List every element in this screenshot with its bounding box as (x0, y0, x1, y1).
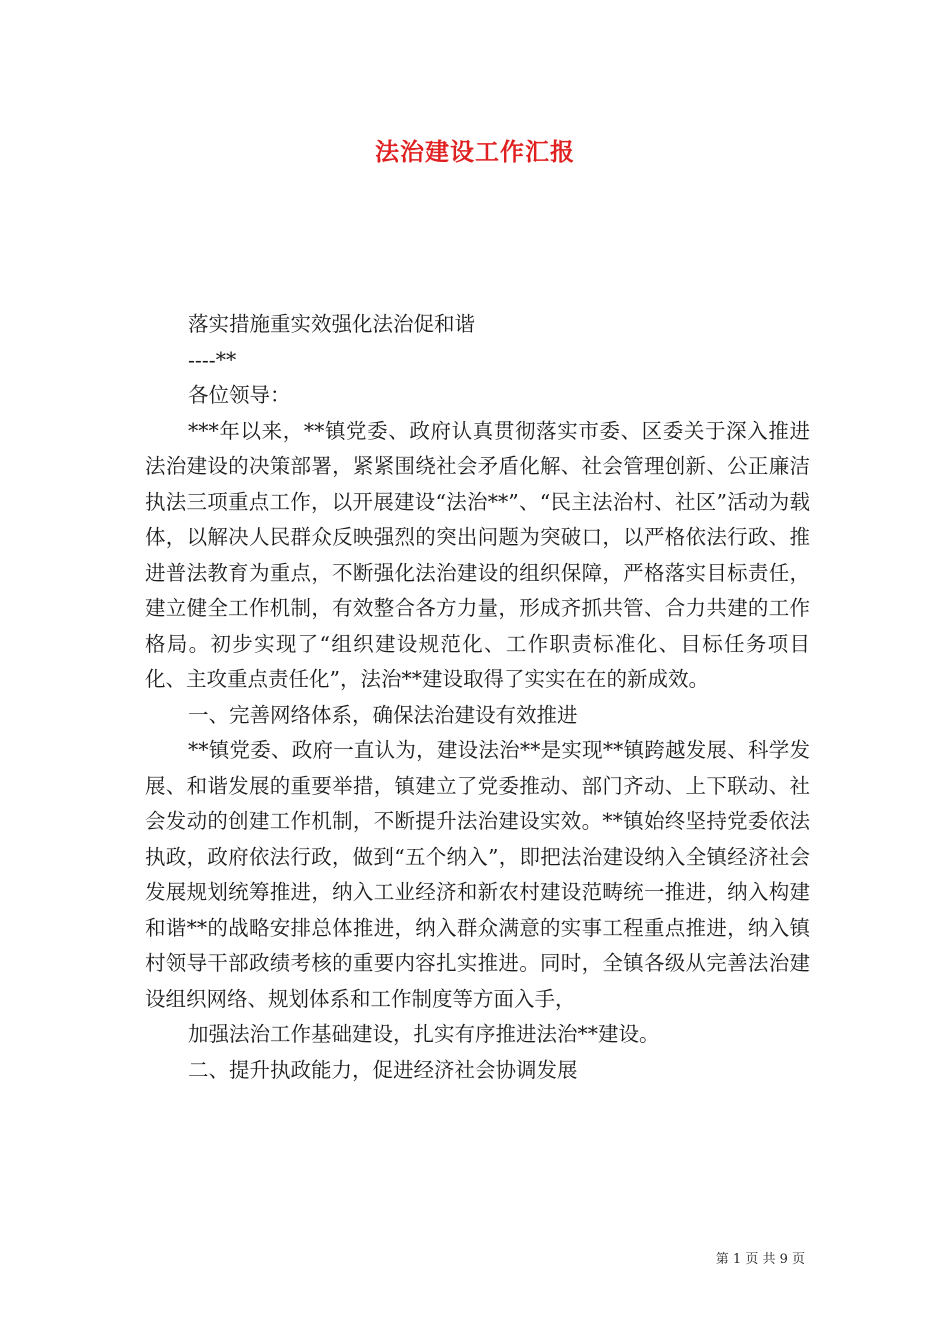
paragraph: 加强法治工作基础建设，扎实有序推进法治**建设。 (188, 1022, 660, 1046)
page-number: 第 1 页 共 9 页 (715, 1252, 805, 1267)
document-body (145, 307, 810, 1088)
section-heading: 一、完善网络体系，确保法治建设有效推进 (188, 702, 578, 727)
salutation: 各位领导： (188, 383, 291, 407)
document-title: 法治建设工作汇报 (375, 137, 575, 166)
author-line: ----** (188, 347, 237, 372)
paragraph: **镇党委、政府一直认为，建设法治**是实现**镇跨越发展、科学发展、和谐发展的重要举措，镇建立了党委推动、部门齐动、上下联动、社会发动的创建工作机制，不断提升法治建设实效。**镇始终坚持党委依法执政，政府依法行政，做到“五个纳入”，即把法治建设纳入全镇经济社会发展规划统筹推进，纳入工业经济和新农村建设范畴统一推进，纳入构建和谐**的战略安排总体推进，纳入群众满意的实事工程重点推进，纳入镇村领导干部政绩考核的重要内容扎实推进。同时，全镇各级从完善法治建设组织网络、规划体系和工作制度等方面入手， (145, 738, 810, 1011)
section-heading: 二、提升执政能力，促进经济社会协调发展 (188, 1057, 578, 1082)
document-subtitle: 落实措施重实效强化法治促和谐 (188, 312, 475, 336)
paragraph: ***年以来，**镇党委、政府认真贯彻落实市委、区委关于深入推进法治建设的决策部署，紧紧围绕社会矛盾化解、社会管理创新、公正廉洁执法三项重点工作，以开展建设“法治**”、“民主法治村、社区”活动为载体，以解决人民群众反映强烈的突出问题为突破口，以严格依法行政、推进普法教育为重点，不断强化法治建设的组织保障，严格落实目标责任，建立健全工作机制，有效整合各方力量，形成齐抓共管、合力共建的工作格局。初步实现了“组织建设规范化、工作职责标准化、目标任务项目化、主攻重点责任化”，法治**建设取得了实实在在的新成效。 (145, 418, 810, 691)
